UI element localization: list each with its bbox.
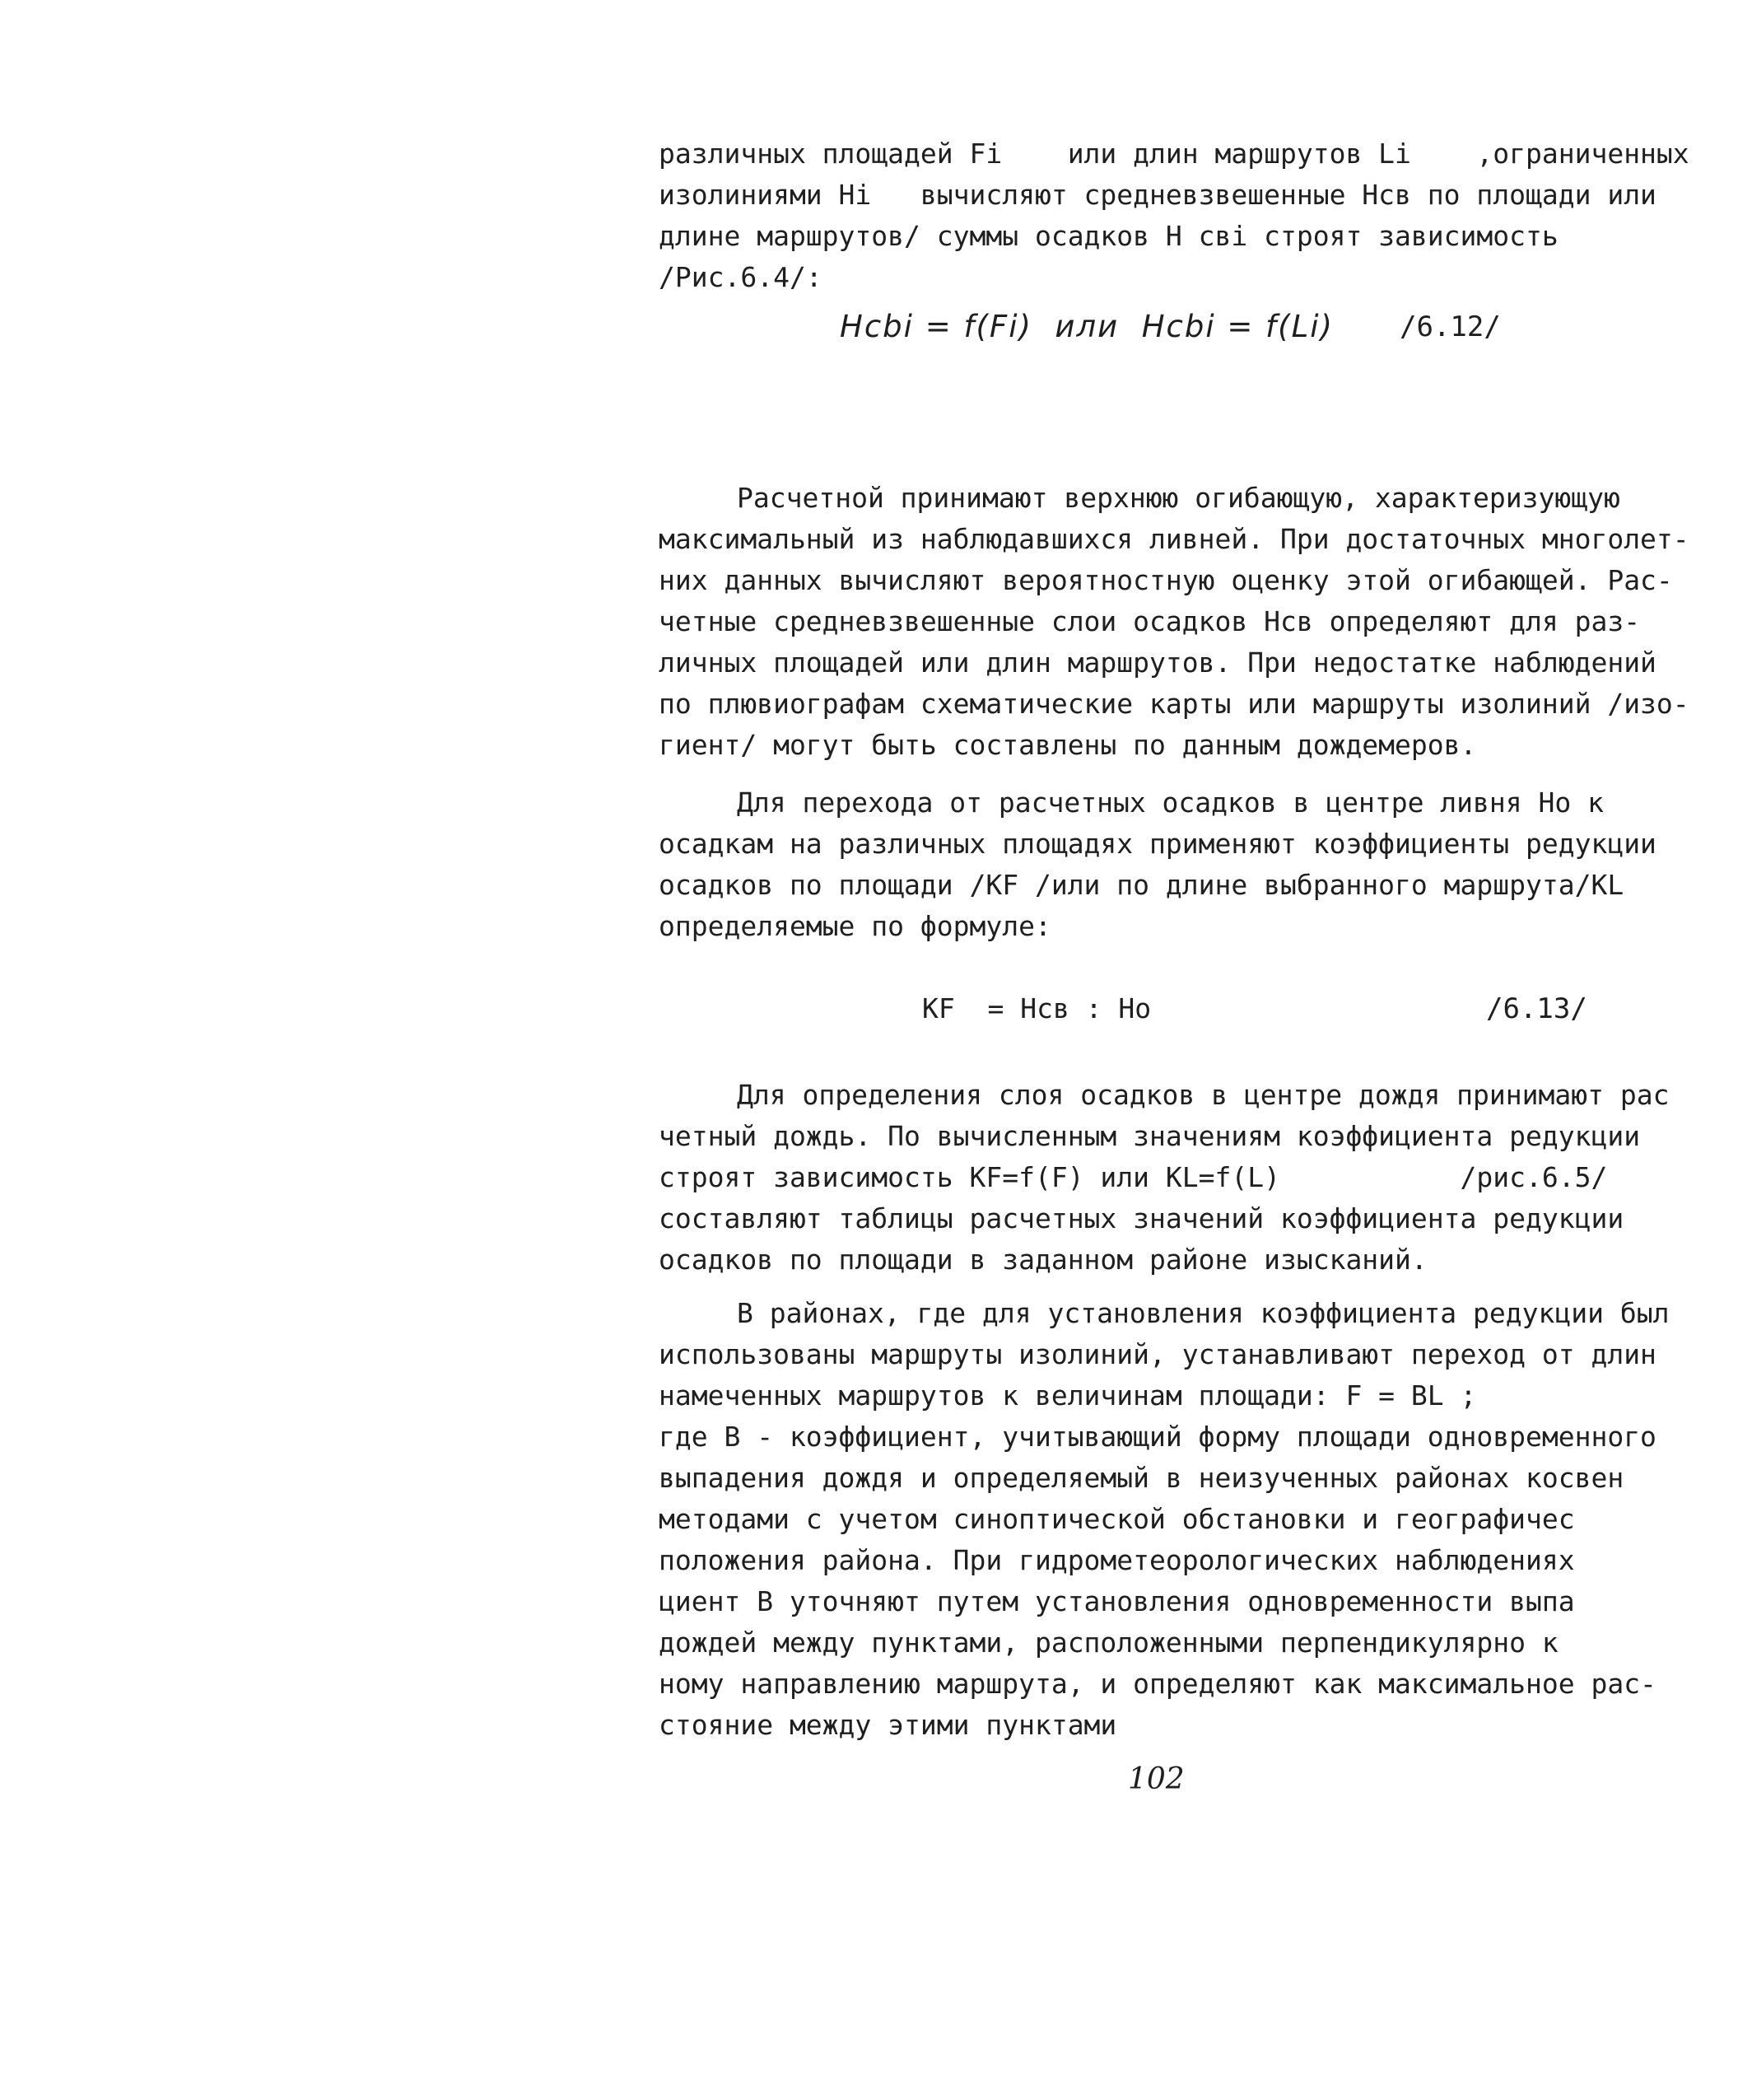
text-line: осадкам на различных площадях применяют коэффициенты редукции <box>659 828 1656 860</box>
formula-6-12-tag: /6.12/ <box>1400 310 1501 343</box>
intro-text <box>659 133 1696 298</box>
text-line: Для перехода от расчетных осадков в центре ливня Hо к <box>737 786 1604 819</box>
text-line: длине маршрутов/ суммы осадков H свi строят зависимость <box>659 220 1559 252</box>
text-line: личных площадей или длин маршрутов. При недостатке наблюдений <box>659 646 1656 679</box>
text-line: /Рис.6.4/: <box>659 261 822 293</box>
text-line: гиент/ могут быть составлены по данным дождемеров. <box>659 729 1477 761</box>
paragraph-area-conversion <box>659 1293 1696 1746</box>
text-line: Для определения слоя осадков в центре дождя принимают рас <box>737 1079 1670 1111</box>
text-line: составляют таблицы расчетных значений коэффициента редукции <box>659 1202 1624 1234</box>
text-line: выпадения дождя и определяемый в неизученных районах косвен <box>659 1462 1624 1494</box>
text-line: использованы маршруты изолиний, устанавливают переход от длин <box>659 1338 1656 1370</box>
text-line: максимальный из наблюдавшихся ливней. При достаточных многолет- <box>659 523 1689 555</box>
paragraph-reduction-coefficients <box>659 782 1696 947</box>
text-line: Расчетной принимают верхнюю огибающую, характеризующую <box>737 482 1620 514</box>
text-line: циент B уточняют путем установления одновременности выпа <box>659 1585 1575 1617</box>
text-line: дождей между пунктами, расположенными перпендикулярно к <box>659 1626 1559 1659</box>
page-number: 102 <box>1128 1762 1185 1796</box>
text-line: положения района. При гидрометеорологических наблюдениях <box>659 1544 1575 1576</box>
text-line: изолиниями Hi вычисляют средневзвешенные Hсв по площади или <box>659 179 1656 211</box>
paragraph-storm-center <box>659 1075 1696 1281</box>
text-line: различных площадей Fi или длин маршрутов Li ,ограниченных <box>659 138 1689 170</box>
text-line: строят зависимость KF=f(F) или KL=f(L) /рис.6.5/ <box>659 1161 1608 1193</box>
text-line: осадков по площади /KF /или по длине выбранного маршрута/KL <box>659 869 1624 901</box>
formula-6-12: Hcbi = f(Fi) или Hcbi = f(Li) <box>840 309 1334 344</box>
text-line: определяемые по формуле: <box>659 910 1051 942</box>
formula-6-13-tag: /6.13/ <box>1486 992 1587 1025</box>
text-line: намеченных маршрутов к величинам площади: F = BL ; <box>659 1379 1477 1412</box>
text-line: четные средневзвешенные слои осадков Hсв определяют для раз- <box>659 605 1641 637</box>
text-line: осадков по площади в заданном районе изысканий. <box>659 1244 1428 1276</box>
text-line: где B - коэффициент, учитывающий форму площади одновременного <box>659 1421 1656 1453</box>
text-line: методами с учетом синоптической обстановки и географичес <box>659 1503 1575 1535</box>
paragraph-design-envelope <box>659 478 1696 766</box>
formula-6-13: KF = Hсв : Hо <box>922 992 1152 1024</box>
text-line: ному направлению маршрута, и определяют как максимальное рас- <box>659 1668 1656 1700</box>
text-line: стояние между этими пунктами <box>659 1709 1117 1741</box>
text-line: по плювиографам схематические карты или маршруты изолиний /изо- <box>659 688 1689 720</box>
text-line: них данных вычисляют вероятностную оценку этой огибающей. Рас- <box>659 564 1673 596</box>
text-line: В районах, где для установления коэффициента редукции был <box>737 1297 1670 1329</box>
text-line: четный дождь. По вычисленным значениям коэффициента редукции <box>659 1120 1641 1152</box>
